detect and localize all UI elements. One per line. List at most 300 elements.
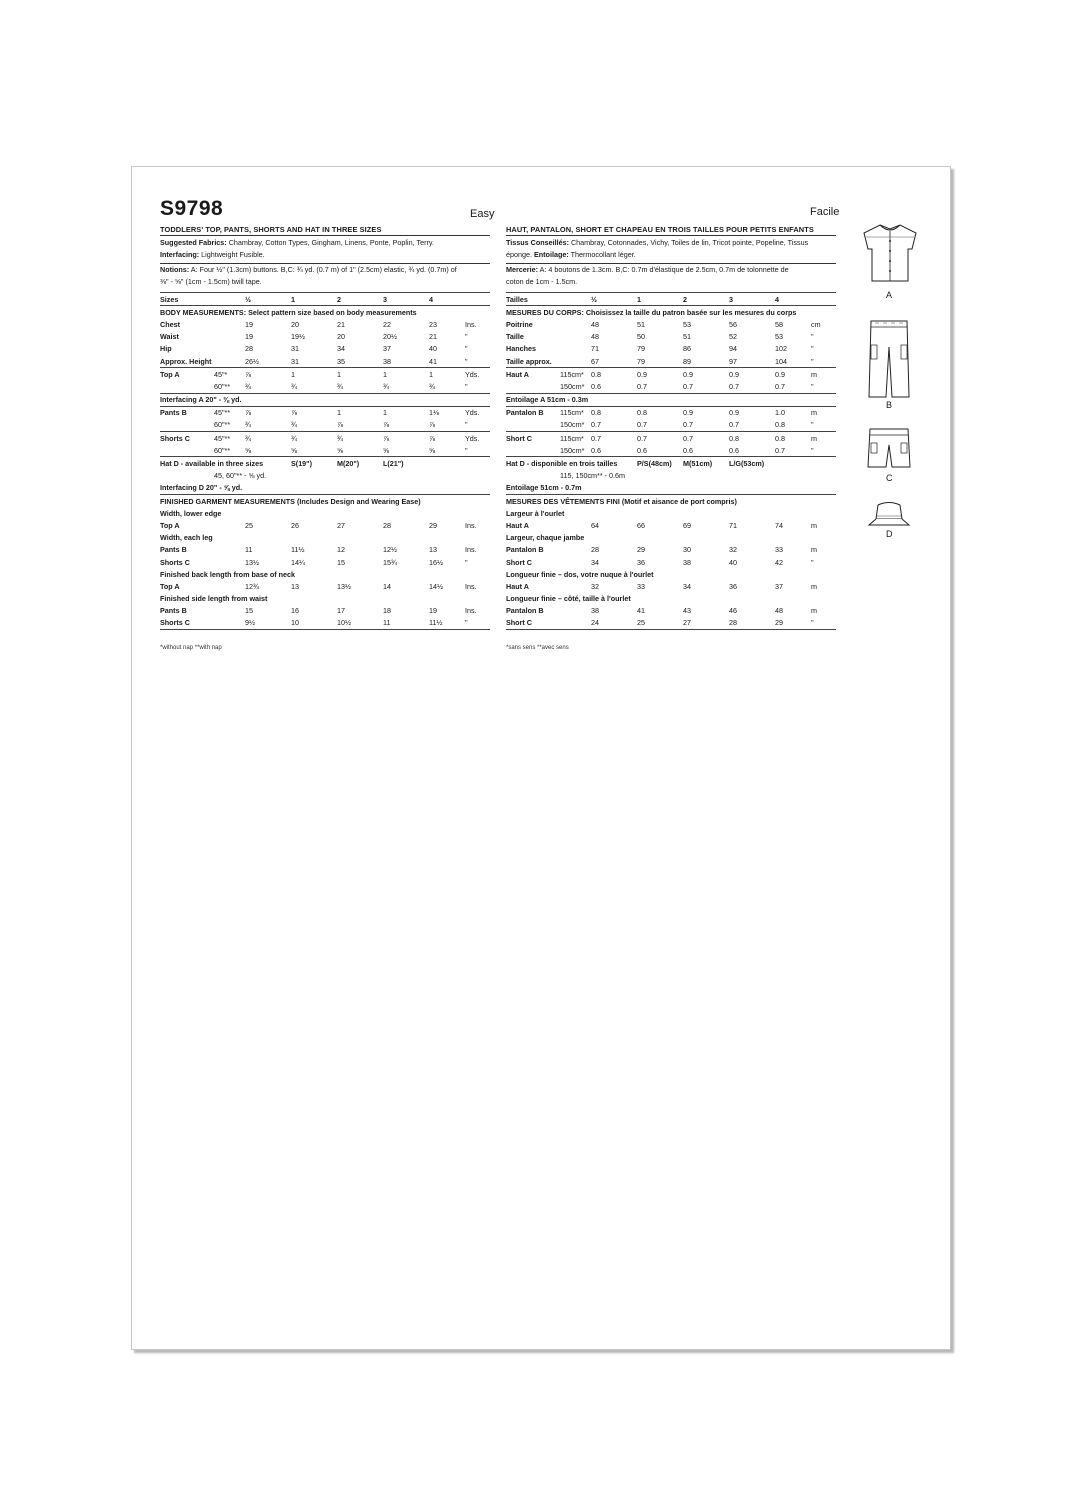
sizes-row	[506, 293, 836, 306]
value-cell: 0.7	[683, 420, 693, 430]
fabric-width: 150cm*	[560, 445, 585, 455]
size-cell: ½	[591, 293, 637, 306]
spacer-cell	[506, 470, 560, 482]
notions-label-en: Notions:	[160, 265, 190, 274]
spacer-cell	[560, 355, 591, 368]
row-label	[160, 444, 214, 457]
value-cell: 12¾	[245, 581, 259, 591]
unit-cell: "	[811, 356, 814, 366]
value-cell: ⅞	[383, 420, 389, 430]
value-cell: 15	[245, 606, 253, 616]
sizes-row	[160, 293, 490, 306]
unit-cell: Ins.	[465, 606, 477, 616]
value-cell: 0.7	[683, 381, 693, 391]
value-cell: 15	[337, 557, 345, 567]
pattern-title-en: TODDLERS' TOP, PANTS, SHORTS AND HAT IN THREE SIZES	[160, 225, 382, 234]
body-row	[160, 355, 490, 368]
finished-row	[506, 617, 836, 630]
body-heading	[160, 306, 490, 319]
size-cell: ½	[245, 293, 291, 306]
figure-label-c: C	[886, 473, 893, 483]
finished-subheading	[506, 532, 836, 544]
finished-subheading	[160, 568, 490, 580]
unit-cell: "	[811, 381, 814, 391]
hat-fabric: 115, 150cm** - 0.6m	[560, 471, 625, 481]
unit-cell: m	[811, 432, 836, 445]
fabric-width: 45"**	[214, 432, 245, 445]
finished-subheading-text: Longueur finie – dos, votre nuque à l'ourlet	[506, 569, 654, 579]
value-cell: 26½	[245, 356, 259, 366]
value-cell: 71	[729, 520, 737, 530]
value-cell: 1⅛	[429, 406, 465, 419]
sizes-label: Tailles	[506, 293, 560, 306]
value-cell: 56	[729, 319, 737, 329]
spacer-cell	[214, 617, 245, 630]
value-cell: 19	[429, 606, 437, 616]
value-cell: 48	[591, 332, 599, 342]
body-row	[506, 343, 836, 355]
value-cell: 36	[729, 581, 737, 591]
value-cell: 30	[683, 545, 691, 555]
body-row	[160, 343, 490, 355]
value-cell: 36	[637, 557, 645, 567]
hat-icon	[866, 499, 912, 529]
value-cell: 53	[775, 332, 783, 342]
value-cell: 32	[729, 545, 737, 555]
spacer-cell	[560, 318, 591, 330]
finished-row	[506, 519, 836, 531]
value-cell: 11	[245, 545, 253, 555]
hat-row	[160, 457, 490, 470]
unit-cell: Ins.	[465, 520, 477, 530]
notions-line2-en: ⅜" - ⅝" (1cm - 1.5cm) twill tape.	[160, 276, 262, 286]
value-cell: 22	[383, 319, 391, 329]
spacer-cell	[560, 519, 591, 531]
value-cell: 13	[429, 545, 437, 555]
spacer-cell	[811, 293, 836, 306]
value-cell: 1.0	[775, 406, 811, 419]
value-cell: 14½	[429, 581, 443, 591]
value-cell: 41	[637, 606, 645, 616]
value-cell: 42	[775, 557, 783, 567]
finished-subheading	[160, 593, 490, 605]
finished-subheading	[506, 568, 836, 580]
value-cell: ⅞	[383, 432, 429, 445]
value-cell: 0.8	[729, 432, 775, 445]
finished-subheading-text: Largeur à l'ourlet	[506, 508, 565, 518]
value-cell: 0.9	[683, 406, 729, 419]
value-cell: 16	[291, 606, 299, 616]
size-cell: 3	[729, 293, 775, 306]
unit-cell: Yds.	[465, 406, 490, 419]
unit-cell: m	[811, 406, 836, 419]
spacer-cell	[560, 580, 591, 592]
difficulty-level-en: Easy	[470, 208, 495, 220]
notions-line2-fr: coton de 1cm - 1.5cm.	[506, 276, 578, 286]
finished-subheading-text: Largeur, chaque jambe	[506, 533, 585, 543]
body-heading-text: MESURES DU CORPS: Choisissez la taille du patron basée sur les mesures du corps	[506, 306, 836, 319]
value-cell: 0.7	[637, 432, 683, 445]
value-cell: 14	[383, 581, 391, 591]
hat-label: Hat D - available in three sizes	[160, 457, 291, 470]
row-label: Shorts C	[160, 618, 190, 628]
size-cell: 2	[337, 293, 383, 306]
row-label: Chest	[160, 319, 180, 329]
unit-cell: "	[465, 618, 468, 628]
value-cell: ⅝	[291, 445, 297, 455]
value-cell: 0.7	[683, 432, 729, 445]
finished-subheading-text: Width, lower edge	[160, 508, 222, 518]
yardage-row	[160, 368, 490, 381]
fabric-width: 150cm*	[560, 381, 585, 391]
value-cell: 69	[683, 520, 691, 530]
size-cell: 3	[383, 293, 429, 306]
value-cell: 52	[729, 332, 737, 342]
value-cell: 28	[591, 545, 599, 555]
value-cell: 12½	[383, 545, 397, 555]
table-end	[506, 630, 836, 632]
value-cell: 21	[429, 332, 437, 342]
footnote-en: *without nap **with nap	[160, 645, 222, 651]
spacer-cell	[560, 605, 591, 617]
value-cell: 24	[591, 618, 599, 628]
spacer-cell	[465, 293, 490, 306]
value-cell: 10	[291, 618, 299, 628]
yardage-row	[506, 419, 836, 432]
value-cell: 27	[337, 520, 345, 530]
value-cell: 0.7	[637, 381, 647, 391]
value-cell: 9½	[245, 618, 255, 628]
spacer-cell	[214, 355, 245, 368]
fabric-width: 115cm*	[560, 368, 591, 381]
value-cell: 48	[591, 319, 599, 329]
interfacing-a-row	[160, 393, 490, 406]
unit-cell: "	[811, 557, 814, 567]
row-label: Shorts C	[160, 557, 190, 567]
size-cell: 1	[291, 293, 337, 306]
title-rule-en	[160, 235, 490, 236]
unit-cell: "	[811, 445, 814, 455]
value-cell: 29	[429, 520, 437, 530]
value-cell: ¾	[429, 381, 435, 391]
unit-cell: "	[811, 618, 814, 628]
interfacing-d-row-text: Interfacing D 20" - ⅝ yd.	[160, 483, 243, 493]
value-cell: 18	[383, 606, 391, 616]
unit-cell: m	[811, 545, 817, 555]
value-cell: 0.7	[637, 420, 647, 430]
value-cell: ⅞	[429, 432, 465, 445]
spacer-cell	[560, 617, 591, 630]
value-cell: 38	[591, 606, 599, 616]
unit-cell: m	[811, 368, 836, 381]
pattern-back-sheet	[131, 166, 951, 1350]
spacer-cell	[214, 580, 245, 592]
title-rule-fr	[506, 235, 836, 236]
finished-subheading-text: Finished back length from base of neck	[160, 569, 295, 579]
row-label: Shorts C	[160, 432, 214, 445]
value-cell: 31	[291, 344, 299, 354]
value-cell: 25	[245, 520, 253, 530]
unit-cell: Yds.	[465, 368, 490, 381]
value-cell: 13½	[337, 581, 351, 591]
body-row	[506, 318, 836, 330]
value-cell: 0.6	[637, 445, 647, 455]
value-cell: 28	[729, 618, 737, 628]
yardage-row	[506, 406, 836, 419]
value-cell: 64	[591, 520, 599, 530]
value-cell: ¾	[291, 432, 337, 445]
value-cell: 89	[683, 356, 691, 366]
hat-size: M(51cm)	[683, 457, 729, 470]
unit-cell: m	[811, 606, 817, 616]
value-cell: 16½	[429, 557, 443, 567]
value-cell: 51	[683, 332, 691, 342]
hat-size: S(19")	[291, 457, 337, 470]
row-label: Pantalon B	[506, 406, 560, 419]
pattern-title-fr: HAUT, PANTALON, SHORT ET CHAPEAU EN TROIS TAILLES POUR PETITS ENFANTS	[506, 225, 814, 234]
value-cell: 1	[429, 368, 465, 381]
value-cell: 11	[383, 618, 391, 628]
hat-fabric-row	[506, 470, 836, 482]
value-cell: 10½	[337, 618, 351, 628]
value-cell: ⅝	[337, 445, 343, 455]
value-cell: 79	[637, 356, 645, 366]
row-label: Hip	[160, 344, 172, 354]
unit-cell: "	[465, 381, 468, 391]
finished-heading	[160, 495, 490, 508]
intro-fr	[506, 237, 840, 260]
value-cell: ⅞	[291, 406, 337, 419]
value-cell: ⅞	[429, 420, 435, 430]
yardage-row	[160, 419, 490, 432]
row-label: Short C	[506, 618, 532, 628]
figure-label-b: B	[886, 400, 893, 410]
value-cell: 0.9	[729, 368, 775, 381]
value-cell: 34	[337, 344, 345, 354]
finished-row	[506, 544, 836, 556]
finished-row	[160, 544, 490, 556]
row-label: Waist	[160, 332, 179, 342]
spacer-cell	[560, 343, 591, 355]
finished-row	[160, 519, 490, 531]
row-label: Top A	[160, 368, 214, 381]
value-cell: 15¾	[383, 557, 397, 567]
row-label	[160, 380, 214, 393]
value-cell: 41	[429, 356, 437, 366]
fabrics-line2-fr: éponge.	[506, 249, 532, 259]
unit-cell: "	[811, 332, 814, 342]
unit-cell: "	[465, 420, 468, 430]
row-label: Pantalon B	[506, 606, 544, 616]
value-cell: 1	[337, 368, 383, 381]
shorts-icon	[864, 425, 914, 471]
row-label: Top A	[160, 520, 180, 530]
value-cell: ¾	[383, 381, 389, 391]
yardage-row	[506, 380, 836, 393]
value-cell: 34	[683, 581, 691, 591]
hat-label: Hat D - disponible en trois tailles	[506, 457, 637, 470]
row-label: Short C	[506, 557, 532, 567]
hat-fabric: 45, 60"** - ⅝ yd.	[214, 471, 267, 481]
value-cell: ⅝	[245, 445, 251, 455]
unit-cell: "	[465, 332, 468, 342]
value-cell: 38	[683, 557, 691, 567]
value-cell: ⅞	[245, 406, 291, 419]
row-label	[506, 444, 560, 457]
value-cell: 33	[775, 545, 783, 555]
value-cell: 19	[245, 332, 253, 342]
row-label: Taille	[506, 332, 524, 342]
spacer-cell	[506, 630, 836, 632]
unit-cell: Ins.	[465, 319, 477, 329]
hat-size: M(20")	[337, 457, 383, 470]
row-label: Taille approx.	[506, 356, 552, 366]
spacer-cell	[811, 457, 836, 470]
value-cell: 0.6	[591, 445, 601, 455]
spacer-cell	[214, 293, 245, 306]
value-cell: 66	[637, 520, 645, 530]
value-cell: 86	[683, 344, 691, 354]
finished-subheading	[506, 507, 836, 519]
finished-heading-text: FINISHED GARMENT MEASUREMENTS (Includes Design and Wearing Ease)	[160, 495, 490, 508]
value-cell: ¾	[245, 432, 291, 445]
value-cell: 74	[775, 520, 783, 530]
yardage-row	[506, 444, 836, 457]
interfacing-fr: Thermocollant léger.	[570, 249, 636, 259]
notions-line1-en: A: Four ½" (1.3cm) buttons. B,C: ¾ yd. (0.7 m) of 1" (2.5cm) elastic, ¾ yd. (0.7m) of	[190, 265, 457, 274]
value-cell: 0.6	[591, 381, 601, 391]
fabric-width: 115cm*	[560, 432, 591, 445]
spacer-cell	[429, 457, 465, 470]
fabrics-line1-fr: Chambray, Cotonnades, Vichy, Toiles de lin, Tricot pointe, Popeline, Tissus	[570, 238, 809, 247]
finished-row	[160, 580, 490, 592]
value-cell: 19½	[291, 332, 305, 342]
value-cell: ⅝	[383, 445, 389, 455]
size-cell: 2	[683, 293, 729, 306]
body-heading	[506, 306, 836, 319]
figure-label-a: A	[886, 290, 893, 300]
spacer-cell	[160, 630, 490, 632]
value-cell: 0.7	[591, 420, 601, 430]
value-cell: 17	[337, 606, 345, 616]
notions-fr	[506, 264, 840, 287]
body-row	[160, 331, 490, 343]
row-label: Pants B	[160, 545, 187, 555]
finished-row	[506, 580, 836, 592]
finished-heading	[506, 495, 836, 508]
finished-row	[506, 556, 836, 568]
interfacing-a-row-text: Entoilage A 51cm - 0.3m	[506, 393, 836, 406]
value-cell: 0.7	[591, 432, 637, 445]
finished-subheading-text: Longueur finie – côté, taille à l'ourlet	[506, 594, 631, 604]
finished-subheading	[160, 532, 490, 544]
value-cell: 14¼	[291, 557, 305, 567]
yardage-row	[160, 444, 490, 457]
fabric-width: 115cm*	[560, 406, 591, 419]
measurement-grid-fr	[506, 292, 836, 631]
interfacing-d-row	[160, 482, 490, 495]
spacer-cell	[560, 331, 591, 343]
size-cell: 1	[637, 293, 683, 306]
row-label: Haut A	[506, 581, 529, 591]
row-label: Pantalon B	[506, 545, 544, 555]
intro-en	[160, 237, 490, 260]
spacer-cell	[775, 457, 811, 470]
spacer-cell	[214, 519, 245, 531]
value-cell: 0.7	[775, 445, 785, 455]
value-cell: 51	[637, 319, 645, 329]
notions-en	[160, 264, 490, 287]
value-cell: 0.8	[775, 432, 811, 445]
finished-row	[160, 556, 490, 568]
finished-row	[506, 605, 836, 617]
value-cell: 31	[291, 356, 299, 366]
interfacing-label-fr: Entoilage:	[533, 249, 569, 259]
size-cell: 4	[429, 293, 465, 306]
yardage-row	[160, 380, 490, 393]
unit-cell: Yds.	[465, 432, 490, 445]
finished-row	[160, 617, 490, 630]
value-cell: 0.9	[637, 368, 683, 381]
value-cell: 40	[429, 344, 437, 354]
value-cell: 1	[291, 368, 337, 381]
spacer-cell	[214, 318, 245, 330]
unit-cell: "	[465, 557, 468, 567]
hat-fabric-row	[160, 470, 490, 482]
finished-row	[160, 605, 490, 617]
row-label	[506, 419, 560, 432]
fabric-width: 45"*	[214, 368, 245, 381]
row-label	[160, 419, 214, 432]
spacer-cell	[214, 605, 245, 617]
spacer-cell	[560, 544, 591, 556]
value-cell: 0.7	[729, 381, 739, 391]
value-cell: 37	[383, 344, 391, 354]
value-cell: 11½	[291, 545, 305, 555]
value-cell: 27	[683, 618, 691, 628]
body-row	[506, 331, 836, 343]
unit-cell: "	[465, 356, 468, 366]
value-cell: 28	[245, 344, 253, 354]
value-cell: 19	[245, 319, 253, 329]
body-row	[506, 355, 836, 368]
yardage-row	[506, 432, 836, 445]
size-cell: 4	[775, 293, 811, 306]
body-row	[160, 318, 490, 330]
value-cell: 58	[775, 319, 783, 329]
value-cell: 0.6	[683, 445, 693, 455]
value-cell: ¾	[291, 381, 297, 391]
finished-subheading-text: Finished side length from waist	[160, 594, 268, 604]
value-cell: 38	[383, 356, 391, 366]
value-cell: 13½	[245, 557, 259, 567]
value-cell: 46	[729, 606, 737, 616]
value-cell: 50	[637, 332, 645, 342]
spacer-cell	[214, 556, 245, 568]
notions-label-fr: Mercerie:	[506, 265, 538, 274]
value-cell: 0.9	[683, 368, 729, 381]
row-label: Approx. Height	[160, 356, 212, 366]
fabric-width: 150cm*	[560, 420, 585, 430]
value-cell: ¾	[337, 432, 383, 445]
value-cell: ⅞	[337, 420, 343, 430]
measurement-grid-en	[160, 292, 490, 631]
body-heading-text: BODY MEASUREMENTS: Select pattern size based on body measurements	[160, 306, 490, 319]
fabric-width: 60"**	[214, 381, 231, 391]
spacer-cell	[465, 457, 490, 470]
value-cell: 102	[775, 344, 787, 354]
value-cell: 0.8	[637, 406, 683, 419]
